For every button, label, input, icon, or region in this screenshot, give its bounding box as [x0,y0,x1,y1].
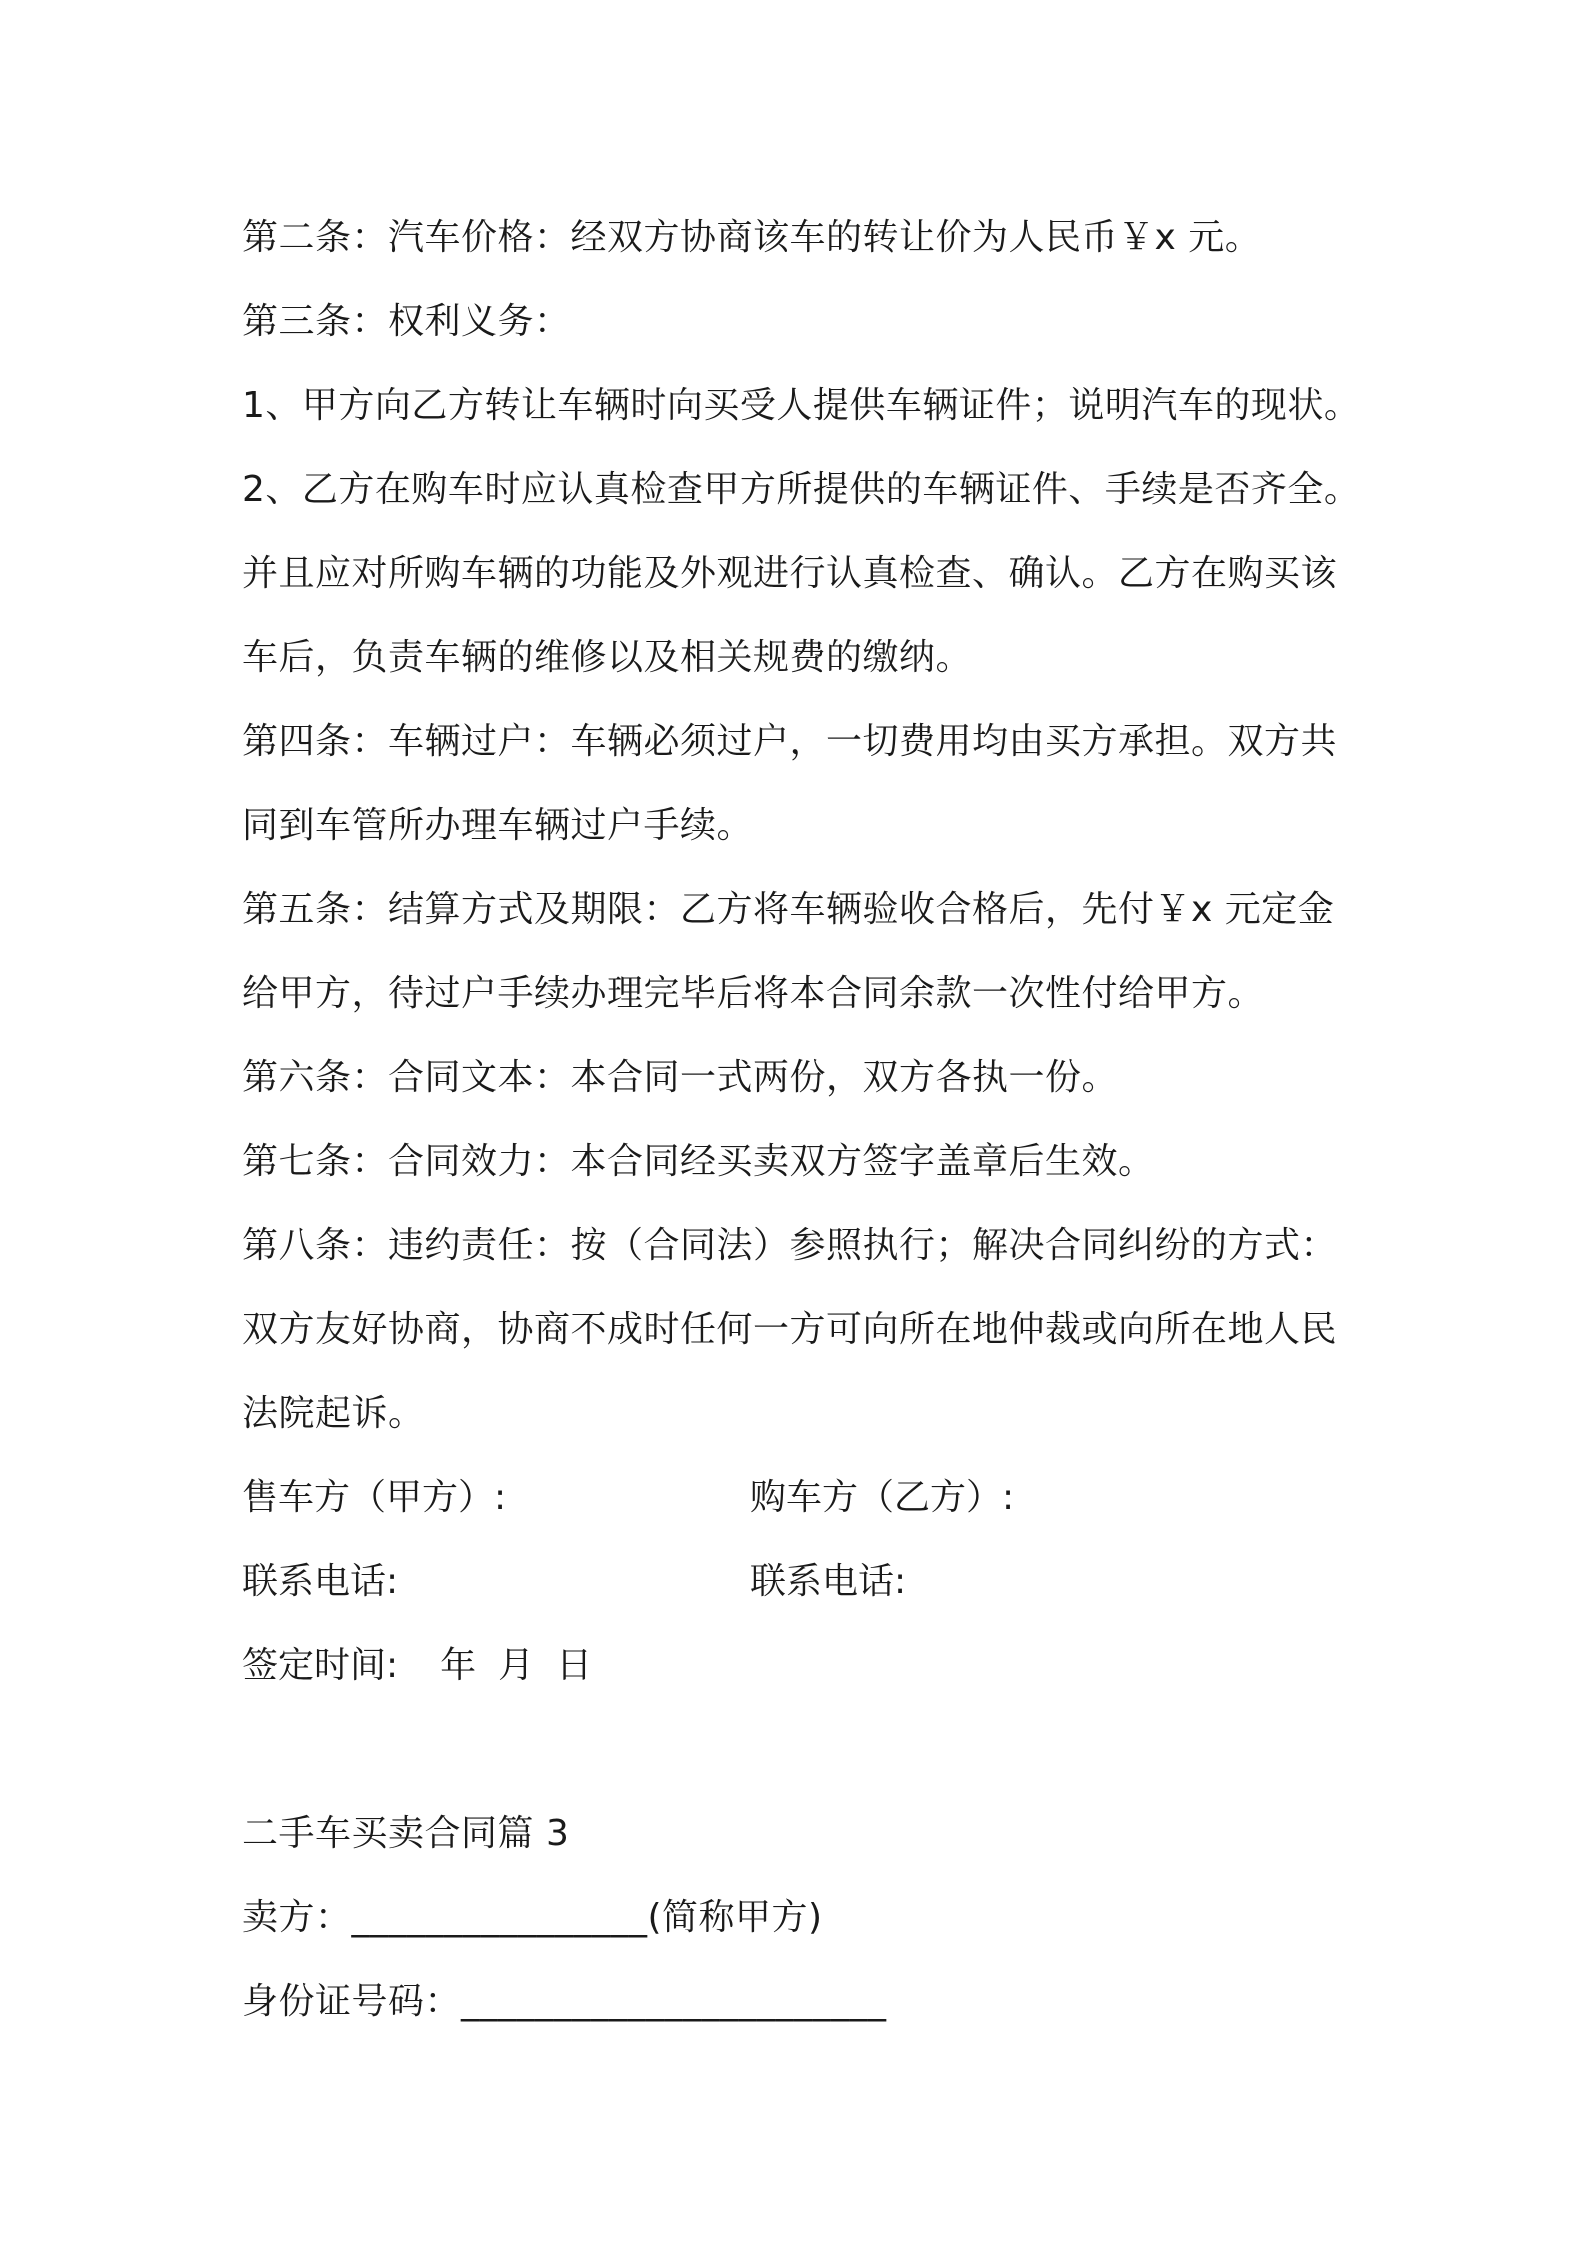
seller-phone-label: 联系电话: [242,1561,399,1602]
clause-4-line-1: 第四条：车辆过户：车辆必须过户，一切费用均由买方承担。双方共 [242,721,1338,762]
clause-7: 第七条：合同效力：本合同经买卖双方签字盖章后生效。 [242,1141,1155,1182]
clause-3-item-2-line-3: 车后，负责车辆的维修以及相关规费的缴纳。 [242,637,973,678]
buyer-phone-label: 联系电话: [750,1561,907,1602]
year-label: 年 [440,1645,477,1686]
section-spacer [242,1708,1382,1792]
clause-2-price: 第二条：汽车价格：经双方协商该车的转让价为人民币￥x 元。 [242,217,1262,258]
contract-page [242,196,1382,2044]
seller-fill-line: 卖方：________________(简称甲方) [242,1897,823,1938]
clause-3-item-2-line-2: 并且应对所购车辆的功能及外观进行认真检查、确认。乙方在购买该 [242,553,1338,594]
clause-8-line-2: 双方友好协商，协商不成时任何一方可向所在地仲裁或向所在地人民 [242,1309,1338,1350]
month-label: 月 [498,1645,535,1686]
signing-date-row [242,1624,1382,1708]
seller-label: 售车方（甲方）: [242,1477,507,1518]
clause-5-line-2: 给甲方，待过户手续办理完毕后将本合同余款一次性付给甲方。 [242,973,1265,1014]
clause-3-item-2-line-1: 2、乙方在购车时应认真检查甲方所提供的车辆证件、手续是否齐全。 [242,469,1361,510]
clause-6: 第六条：合同文本：本合同一式两份，双方各执一份。 [242,1057,1119,1098]
id-number-fill-line: 身份证号码：_______________________ [242,1981,887,2022]
buyer-label: 购车方（乙方）: [750,1477,1015,1518]
clause-5-line-1: 第五条：结算方式及期限：乙方将车辆验收合格后，先付￥x 元定金 [242,889,1335,930]
clause-3-heading: 第三条：权利义务： [242,301,571,342]
clause-8-line-1: 第八条：违约责任：按（合同法）参照执行；解决合同纠纷的方式： [242,1225,1338,1266]
signature-parties-row [242,1456,1382,1540]
signature-phone-row [242,1540,1382,1624]
clause-4-line-2: 同到车管所办理车辆过户手续。 [242,805,754,846]
section-3-title: 二手车买卖合同篇 3 [242,1813,570,1854]
day-label: 日 [556,1645,593,1686]
clause-3-item-1: 1、甲方向乙方转让车辆时向买受人提供车辆证件；说明汽车的现状。 [242,385,1361,426]
signing-time-label: 签定时间: [242,1645,399,1686]
clause-8-line-3: 法院起诉。 [242,1393,425,1434]
